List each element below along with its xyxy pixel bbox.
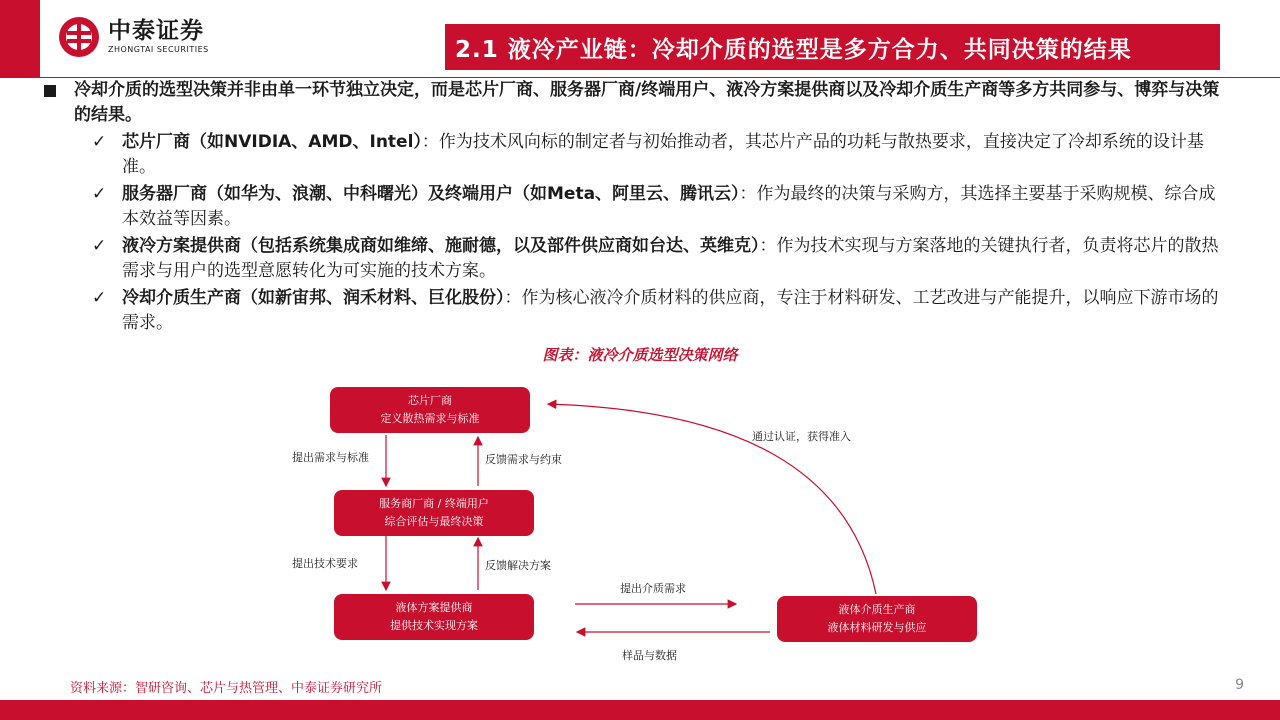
node-medium-title: 液体介质生产商 <box>838 603 916 616</box>
node-server-desc: 综合评估与最终决策 <box>384 515 484 528</box>
brand-name-cn: 中泰证券 <box>108 18 204 44</box>
brand-logo <box>58 16 209 58</box>
node-medium-producer <box>777 596 977 642</box>
node-server-user <box>334 490 534 536</box>
item-heading: 芯片厂商（如NVIDIA、AMD、Intel） <box>122 132 422 152</box>
node-chip-desc: 定义散热需求与标准 <box>380 412 480 425</box>
item-text: ：作为技术风向标的制定者与初始推动者，其芯片产品的功耗与散热要求，直接决定了冷却系统的设计基准。 <box>122 132 1204 177</box>
node-chip-maker <box>330 387 530 433</box>
item-text: ：作为最终的决策与采购方，其选择主要基于采购规模、综合成本效益等因素。 <box>122 184 1216 229</box>
item-heading: 服务器厂商（如华为、浪潮、中科曙光）及终端用户（如Meta、阿里云、腾讯云） <box>122 184 740 204</box>
item-heading: 液冷方案提供商（包括系统集成商如维缔、施耐德，以及部件供应商如台达、英维克） <box>122 236 760 256</box>
source-note: 资料来源：智研咨询、芯片与热管理、中泰证券研究所 <box>70 681 383 696</box>
footer-bar <box>0 700 1280 720</box>
node-medium-desc: 液体材料研发与供应 <box>827 621 927 634</box>
list-item <box>92 286 1229 336</box>
edge-label-server-to-solution: 提出技术要求 <box>292 557 358 570</box>
node-server-title: 服务商厂商 / 终端用户 <box>379 497 489 510</box>
node-chip-title: 芯片厂商 <box>408 394 452 407</box>
node-solution-title: 液体方案提供商 <box>395 601 473 614</box>
lead-paragraph <box>44 78 1229 128</box>
corner-accent-block <box>0 0 40 78</box>
node-solution-provider <box>334 594 534 640</box>
edge-label-solution-to-medium: 提出介质需求 <box>620 582 686 595</box>
node-solution-desc: 提供技术实现方案 <box>390 619 478 632</box>
item-heading: 冷却介质生产商（如新宙邦、润禾材料、巨化股份） <box>122 288 505 308</box>
item-text: ：作为技术实现与方案落地的关键执行者，负责将芯片的散热需求与用户的选型意愿转化为可实施的技术方案。 <box>122 236 1219 281</box>
zhongtai-logo-icon <box>58 16 100 58</box>
figure-caption: 图表：液冷介质选型决策网络 <box>542 346 738 364</box>
list-item <box>92 234 1229 284</box>
edge-label-chip-to-server: 提出需求与标准 <box>292 451 369 464</box>
list-item <box>92 182 1229 232</box>
lead-text: 冷却介质的选型决策并非由单一环节独立决定，而是芯片厂商、服务器厂商/终端用户、液冷方案提供商以及冷却介质生产商等多方共同参与、博弈与决策的结果。 <box>74 80 1220 125</box>
page-number: 9 <box>1235 677 1244 693</box>
edge-label-solution-to-server: 反馈解决方案 <box>485 559 551 572</box>
list-item <box>92 130 1229 180</box>
bullet-square-icon <box>44 85 56 97</box>
edge-label-medium-to-chip: 通过认证，获得准入 <box>752 430 851 443</box>
checkmark-icon: ✓ <box>92 132 107 152</box>
checkmark-icon: ✓ <box>92 288 107 308</box>
edge-label-server-to-chip: 反馈需求与约束 <box>485 453 562 466</box>
checkmark-icon: ✓ <box>92 184 107 204</box>
body-content <box>44 78 1229 336</box>
edge-label-medium-to-solution: 样品与数据 <box>622 649 677 662</box>
page-title: 2.1 液冷产业链：冷却介质的选型是多方合力、共同决策的结果 <box>445 24 1220 70</box>
checkmark-icon: ✓ <box>92 236 107 256</box>
brand-name-en: ZHONGTAI SECURITIES <box>108 45 209 54</box>
item-text: ：作为核心液冷介质材料的供应商，专注于材料研发、工艺改进与产能提升，以响应下游市场的需求。 <box>122 288 1219 333</box>
